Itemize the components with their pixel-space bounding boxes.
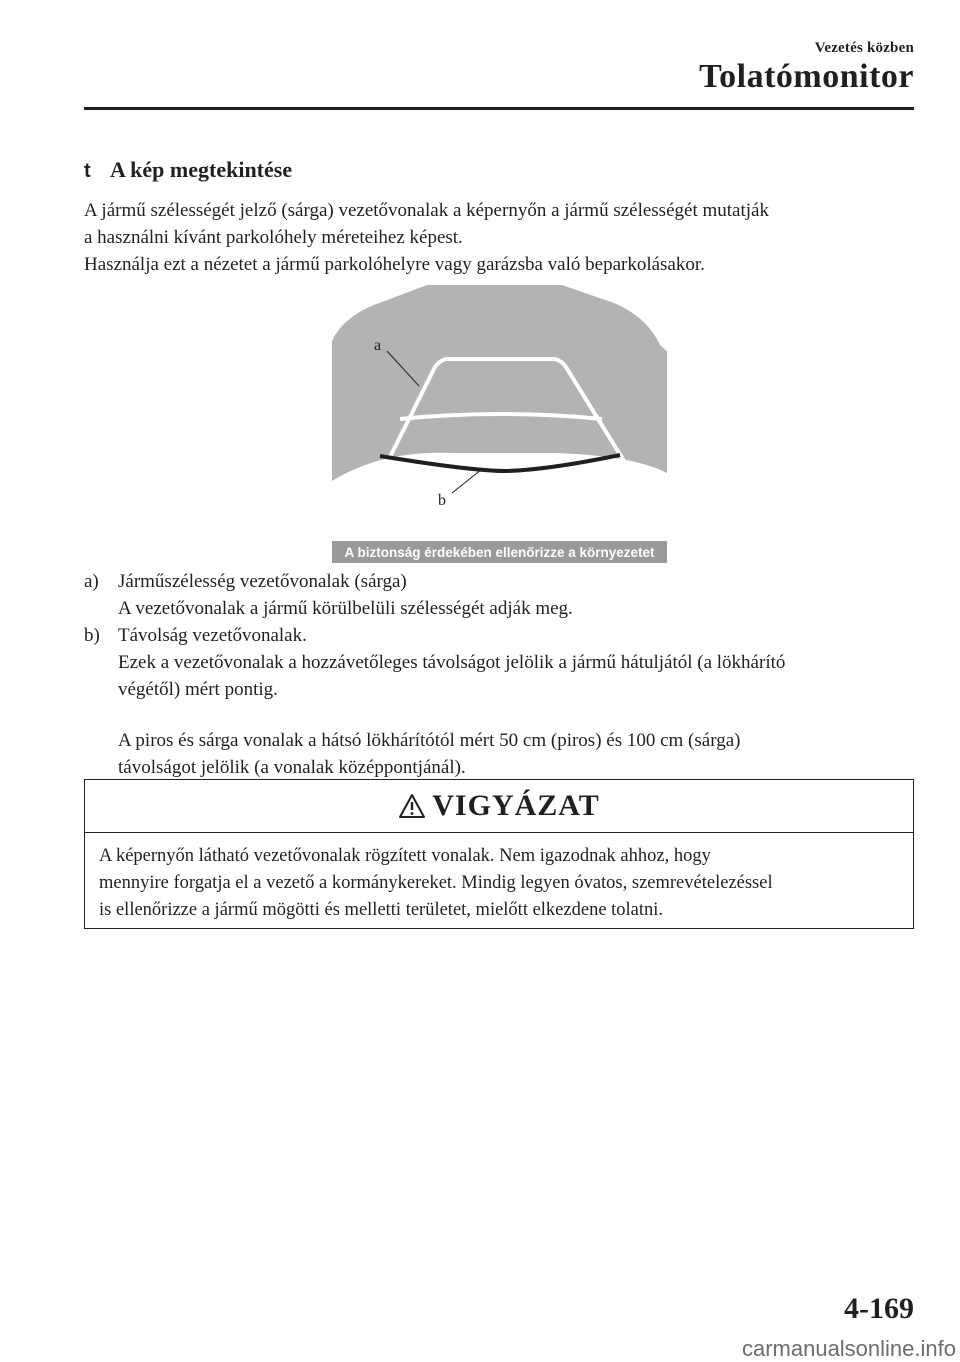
screen-caption: A biztonság érdekében ellenőrizze a környezetet	[344, 545, 655, 560]
section-heading	[84, 157, 292, 183]
legend-line: végétől) mért pontig.	[118, 679, 278, 700]
legend-item-a	[84, 568, 924, 622]
section-heading-text: A kép megtekintése	[110, 157, 293, 182]
camera-screen-drawing	[332, 285, 667, 563]
legend-extra-line: A piros és sárga vonalak a hátsó lökhárítótól mért 50 cm (piros) és 100 cm (sárga)	[118, 730, 741, 751]
caution-box	[84, 779, 914, 929]
intro-line: Használja ezt a nézetet a jármű parkolóhelyre vagy garázsba való beparkolásakor.	[84, 254, 705, 275]
caution-line: is ellenőrizze a jármű mögötti és melletti területet, mielőtt elkezdene tolatni.	[99, 900, 664, 920]
legend-list	[84, 568, 924, 781]
caution-line: mennyire forgatja el a vezető a kormánykereket. Mindig legyen óvatos, szemrevételezéssel	[99, 873, 773, 893]
legend-item-b	[84, 622, 924, 781]
warning-triangle-icon	[398, 793, 426, 819]
legend-extra-line: távolságot jelölik (a vonalak középpontjánál).	[118, 757, 466, 778]
legend-body	[118, 622, 785, 781]
legend-body	[118, 568, 573, 622]
figure-label-a: a	[374, 337, 382, 354]
watermark-text: carmanualsonline.info	[741, 1336, 956, 1361]
rear-camera-illustration	[332, 285, 667, 563]
caution-header	[85, 780, 913, 833]
intro-line: A jármű szélességét jelző (sárga) vezetővonalak a képernyőn a jármű szélességét mutatják	[84, 200, 769, 221]
legend-title: Távolság vezetővonalak.	[118, 625, 307, 646]
page-number: 4-169	[844, 1292, 914, 1325]
caution-line: A képernyőn látható vezetővonalak rögzített vonalak. Nem igazodnak ahhoz, hogy	[99, 846, 711, 866]
figure-label-b: b	[438, 492, 446, 509]
caution-title: VIGYÁZAT	[432, 789, 600, 822]
section-bullet: t	[84, 160, 91, 182]
legend-line: A vezetővonalak a jármű körülbelüli szélességét adják meg.	[118, 598, 573, 619]
intro-paragraph	[84, 197, 924, 278]
legend-title: Járműszélesség vezetővonalak (sárga)	[118, 571, 407, 592]
legend-key: b)	[84, 625, 100, 646]
intro-line: a használni kívánt parkolóhely méreteihez képest.	[84, 227, 463, 248]
caution-text	[85, 833, 913, 924]
legend-key: a)	[84, 571, 99, 592]
page-title: Tolatómonitor	[699, 58, 914, 95]
legend-line: Ezek a vezetővonalak a hozzávetőleges távolságot jelölik a jármű hátuljától (a lökhárító	[118, 652, 786, 673]
header-divider	[84, 107, 914, 110]
header-section-name: Vezetés közben	[814, 40, 914, 56]
